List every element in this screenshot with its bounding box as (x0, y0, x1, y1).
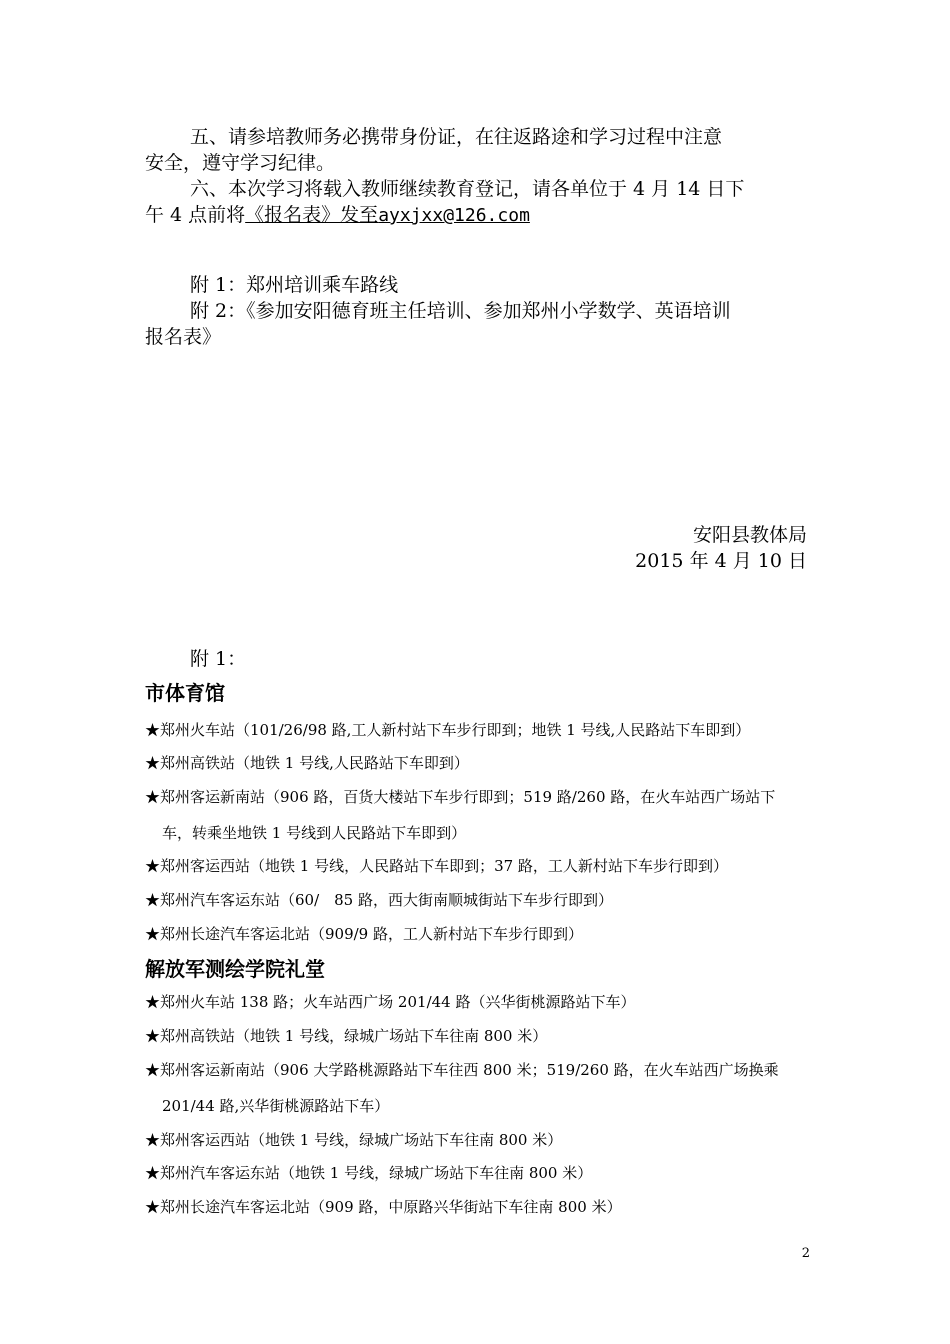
section-title-surveying-college: 解放军测绘学院礼堂 (145, 957, 325, 981)
route-item-continuation: 201/44 路,兴华街桃源路站下车） (162, 1097, 390, 1115)
route-item: ★郑州火车站 138 路；火车站西广场 201/44 路（兴华街桃源路站下车） (145, 993, 636, 1011)
route-item: ★郑州客运新南站（906 路，百货大楼站下车步行即到；519 路/260 路，在火车站西广场站下 (145, 788, 776, 806)
route-item: ★郑州高铁站（地铁 1 号线，绿城广场站下车往南 800 米） (145, 1027, 548, 1045)
attachment-2-line2: 报名表》 (145, 326, 222, 348)
route-item: ★郑州高铁站（地铁 1 号线,人民路站下车即到） (145, 754, 469, 772)
paragraph-item5-line2: 安全，遵守学习纪律。 (145, 152, 336, 174)
attachment-2-line1: 附 2：《参加安阳德育班主任培训、参加郑州小学数学、英语培训 (190, 300, 731, 322)
paragraph-item6-line1: 六、本次学习将载入教师继续教育登记，请各单位于 4 月 14 日下 (190, 178, 745, 200)
page-number: 2 (801, 1246, 810, 1261)
route-item: ★郑州长途汽车客运北站（909/9 路，工人新村站下车步行即到） (145, 925, 583, 943)
section-title-gymnasium: 市体育馆 (145, 681, 225, 705)
route-item: ★郑州客运西站（地铁 1 号线，人民路站下车即到；37 路，工人新村站下车步行即到） (145, 857, 728, 875)
signature-date: 2015 年 4 月 10 日 (635, 550, 807, 572)
route-item: ★郑州客运西站（地铁 1 号线，绿城广场站下车往南 800 米） (145, 1131, 563, 1149)
route-item: ★郑州汽车客运东站（60/ 85 路，西大街南顺城街站下车步行即到） (145, 891, 613, 909)
email-link[interactable]: ayxjxx@126.com (378, 205, 530, 226)
route-item-continuation: 车，转乘坐地铁 1 号线到人民路站下车即到） (162, 824, 467, 842)
route-item: ★郑州长途汽车客运北站（909 路，中原路兴华街站下车往南 800 米） (145, 1198, 622, 1216)
attachment-1: 附 1：郑州培训乘车路线 (190, 274, 399, 296)
paragraph-item5-line1: 五、请参培教师务必携带身份证，在往返路途和学习过程中注意 (190, 126, 723, 148)
appendix-label: 附 1： (190, 648, 247, 670)
signature-org: 安阳县教体局 (692, 524, 807, 546)
route-item: ★郑州客运新南站（906 大学路桃源路站下车往西 800 米；519/260 路，在火车站西广场换乘 (145, 1061, 779, 1079)
route-item: ★郑州汽车客运东站（地铁 1 号线，绿城广场站下车往南 800 米） (145, 1164, 593, 1182)
registration-form-link[interactable]: 《报名表》发至 (245, 204, 379, 226)
item6-prefix: 午 4 点前将 (145, 204, 246, 226)
route-item: ★郑州火车站（101/26/98 路,工人新村站下车步行即到；地铁 1 号线,人民路站下车即到） (145, 721, 751, 739)
paragraph-item6-line2 (145, 202, 807, 229)
